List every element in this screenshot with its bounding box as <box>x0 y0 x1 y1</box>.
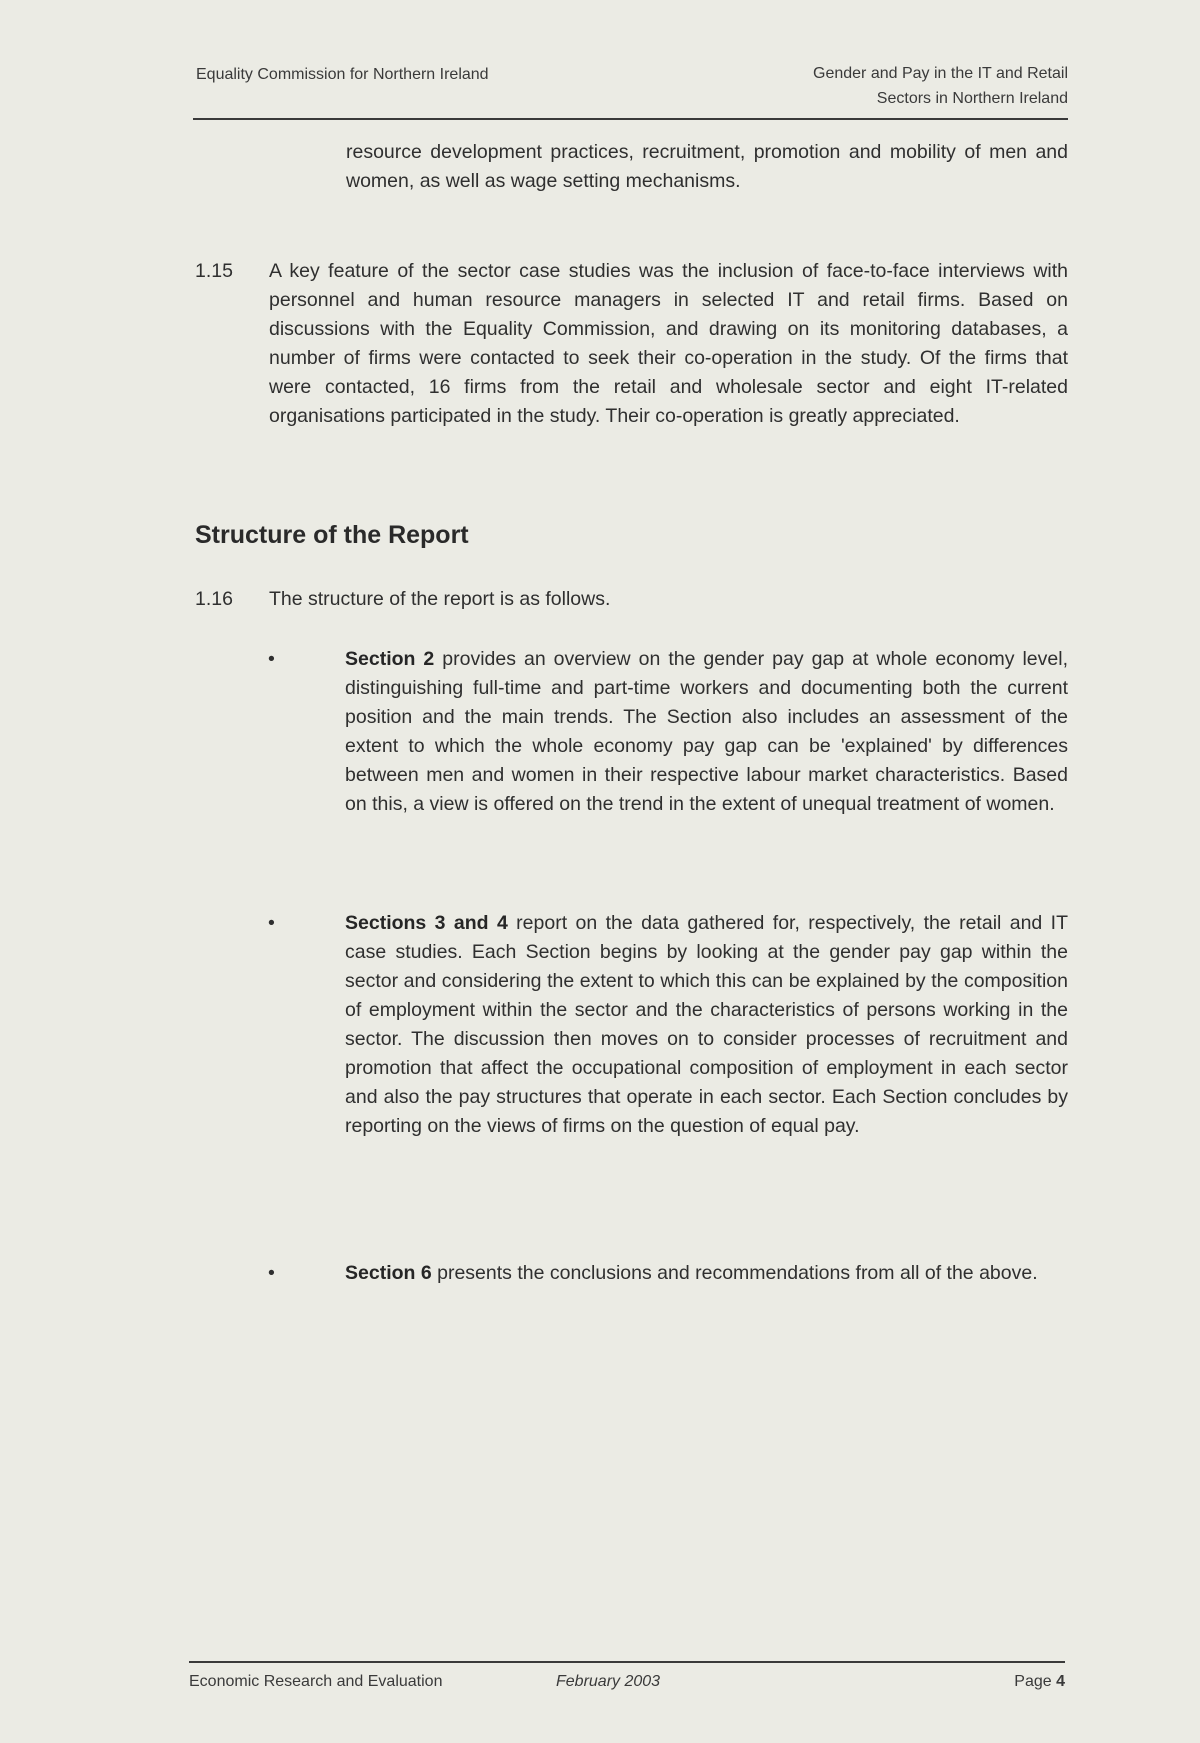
bullet-text: report on the data gathered for, respectively, the retail and IT case studies. Each Section begins by looking at the gender pay gap within the sector and considering the extent to which this can be explained by the composition of employment within the sector and the characteristics of persons working in the sector. The discussion then moves on to consider processes of recruitment and promotion that affect the occupational composition of employment in each sector and also the pay structures that operate in each sector. Each Section concludes by reporting on the views of firms on the question of equal pay. <box>345 912 1068 1137</box>
paragraph-number-1-16: 1.16 <box>195 588 233 610</box>
continuation-paragraph: resource development practices, recruitment, promotion and mobility of men and women, as well as wage setting mechanisms. <box>346 141 1068 192</box>
page-header <box>193 66 1068 120</box>
bullet-marker: • <box>268 912 275 934</box>
page-number-value: 4 <box>1056 1673 1065 1690</box>
bullet-item-sections-3-4 <box>345 909 1068 1141</box>
bullet-marker: • <box>268 648 275 670</box>
footer-department: Economic Research and Evaluation <box>189 1673 443 1690</box>
bullet-item-section-6 <box>345 1259 1068 1288</box>
header-title-line-2: Sectors in Northern Ireland <box>876 90 1068 107</box>
section-heading: Structure of the Report <box>195 521 469 549</box>
page-label: Page <box>1014 1673 1057 1690</box>
header-title-line-1: Gender and Pay in the IT and Retail <box>813 65 1068 82</box>
page-footer <box>189 1661 1065 1703</box>
bullet-text: provides an overview on the gender pay gap at whole economy level, distinguishing full-time and part-time workers and documenting both the current position and the main trends. The Section also includes an assessment of the extent to which the whole economy pay gap can be 'explained' by differences between men and women in their respective labour market characteristics. Based on this, a view is offered on the trend in the extent of unequal treatment of women. <box>345 648 1068 815</box>
bullet-marker: • <box>268 1262 275 1284</box>
bullet-lead: Section 2 <box>345 648 435 670</box>
header-organisation: Equality Commission for Northern Ireland <box>196 66 489 83</box>
paragraph-number-1-15: 1.15 <box>195 260 233 282</box>
footer-date: February 2003 <box>556 1673 661 1690</box>
paragraph-1-15: A key feature of the sector case studies was the inclusion of face-to-face interviews with personnel and human resource managers in selected IT and retail firms. Based on discussions with the Equality Commission, and drawing on its monitoring databases, a number of firms were contacted to seek their co-operation in the study. Of the firms that were contacted, 16 firms from the retail and wholesale sector and eight IT-related organisations participated in the study. Their co-operation is greatly appreciated. <box>269 260 1068 427</box>
page-number <box>1014 1673 1065 1691</box>
header-report-title <box>813 61 1068 111</box>
bullet-lead: Section 6 <box>345 1262 432 1284</box>
bullet-item-section-2 <box>345 645 1068 819</box>
bullet-text: presents the conclusions and recommendations from all of the above. <box>431 1262 1038 1284</box>
paragraph-1-16: The structure of the report is as follows. <box>269 588 611 610</box>
bullet-lead: Sections 3 and 4 <box>345 912 508 934</box>
